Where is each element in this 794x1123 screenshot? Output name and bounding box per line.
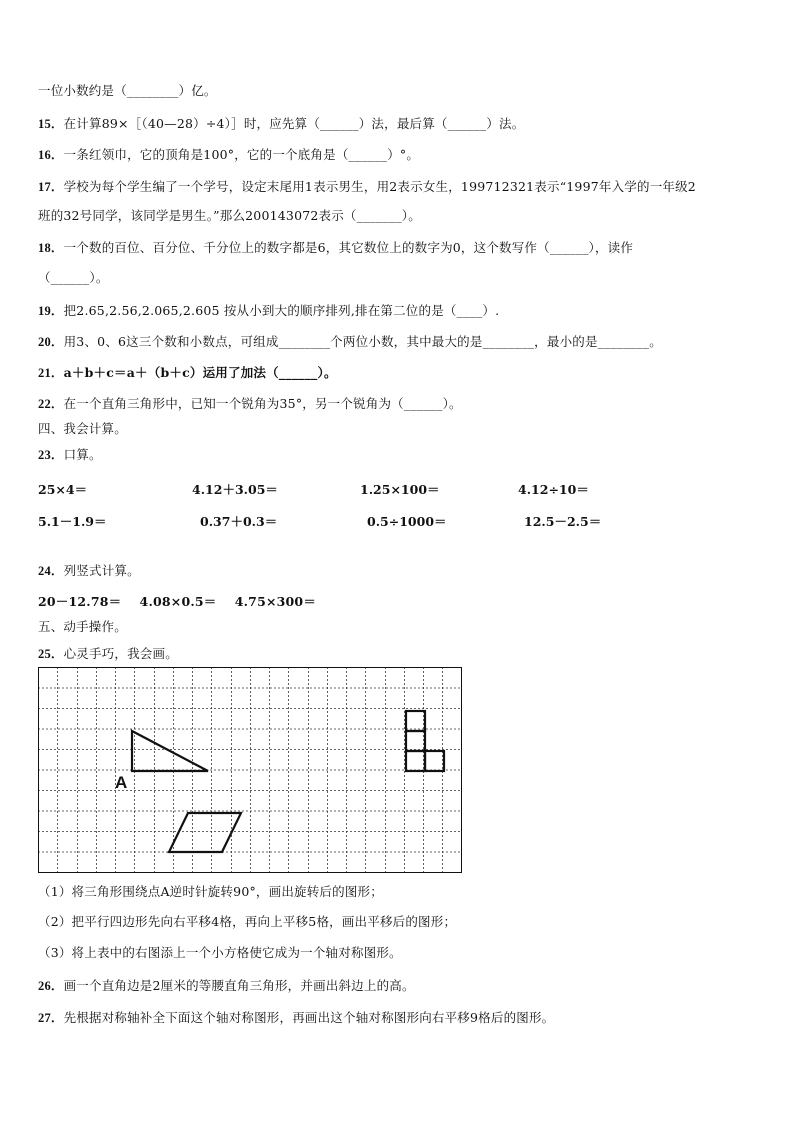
question-number: 27．	[38, 1011, 64, 1025]
calc-item: 0.37＋0.3＝	[200, 514, 278, 529]
question-16: 16．一条红领巾，它的顶角是100°，它的一个底角是（______）°。	[38, 147, 420, 162]
question-number: 23．	[38, 448, 64, 462]
question-19: 19．把2.65,2.56,2.065,2.605 按从小到大的顺序排列,排在第二位的是（____）.	[38, 303, 500, 318]
calc-item: 12.5－2.5＝	[524, 514, 602, 529]
question-number: 15．	[38, 117, 64, 131]
parallelogram	[169, 813, 241, 852]
grid-lines	[38, 667, 462, 873]
calc-item: 0.5÷1000＝	[367, 514, 447, 529]
question-25-part3: （3）将上表中的右图添上一个小方格使它成为一个轴对称图形。	[38, 945, 402, 960]
point-a-label: A	[115, 773, 128, 792]
question-22: 22．在一个直角三角形中，已知一个锐角为35°，另一个锐角为（______）。	[38, 396, 462, 411]
question-21: 21．a＋b＋c＝a＋（b＋c）运用了加法（______）。	[38, 365, 337, 380]
question-24: 24．列竖式计算。	[38, 563, 140, 578]
calc-item: 5.1－1.9＝	[38, 514, 107, 529]
question-number: 16．	[38, 148, 64, 162]
calc-item: 1.25×100＝	[360, 482, 440, 497]
question-27: 27．先根据对称轴补全下面这个轴对称图形，再画出这个轴对称图形向右平移9格后的图形。	[38, 1010, 555, 1025]
question-18-line2: （______）。	[38, 270, 109, 285]
q14-tail: 一位小数约是（________）亿。	[38, 83, 217, 98]
section-5-heading: 五、动手操作。	[38, 619, 127, 634]
question-15: 15．在计算89×［（40—28）÷4）］时，应先算（______）法，最后算（______）法。	[38, 116, 525, 131]
question-23: 23．口算。	[38, 447, 102, 462]
question-number: 24．	[38, 564, 64, 578]
question-number: 19．	[38, 304, 64, 318]
question-17-line2: 班的32号同学，该同学是男生。”那么200143072表示（_______）。	[38, 208, 421, 223]
question-number: 25．	[38, 647, 64, 661]
question-25-part1: （1）将三角形围绕点A逆时针旋转90°，画出旋转后的图形；	[38, 884, 383, 899]
drawing-grid	[38, 667, 464, 875]
section-4-heading: 四、我会计算。	[38, 421, 127, 436]
question-25: 25．心灵手巧，我会画。	[38, 646, 178, 661]
question-number: 26．	[38, 979, 64, 993]
question-24-expressions: 20－12.78＝ 4.08×0.5＝ 4.75×300＝	[38, 594, 317, 609]
question-number: 18．	[38, 241, 64, 255]
right-triangle	[132, 731, 208, 771]
question-18-line1: 18．一个数的百位、百分位、千分位上的数字都是6，其它数位上的数字为0，这个数写作（______），读作	[38, 240, 634, 255]
calc-item: 4.12＋3.05＝	[192, 482, 278, 497]
question-number: 22．	[38, 397, 64, 411]
question-25-part2: （2）把平行四边形先向右平移4格，再向上平移5格，画出平移后的图形；	[38, 914, 457, 929]
calc-item: 4.12÷10＝	[518, 482, 589, 497]
question-17-line1: 17．学校为每个学生编了一个学号，设定末尾用1表示男生，用2表示女生，199712321表示“1997年入学的一年级2	[38, 179, 696, 194]
question-number: 20．	[38, 335, 64, 349]
question-20: 20．用3、0、6这三个数和小数点，可组成________个两位小数，其中最大的是________，最小的是________。	[38, 334, 662, 349]
question-number: 17．	[38, 180, 64, 194]
l-shape-figure	[406, 711, 444, 771]
question-26: 26．画一个直角边是2厘米的等腰直角三角形，并画出斜边上的高。	[38, 978, 415, 993]
question-number: 21．	[38, 366, 64, 380]
calc-item: 25×4＝	[38, 482, 88, 497]
